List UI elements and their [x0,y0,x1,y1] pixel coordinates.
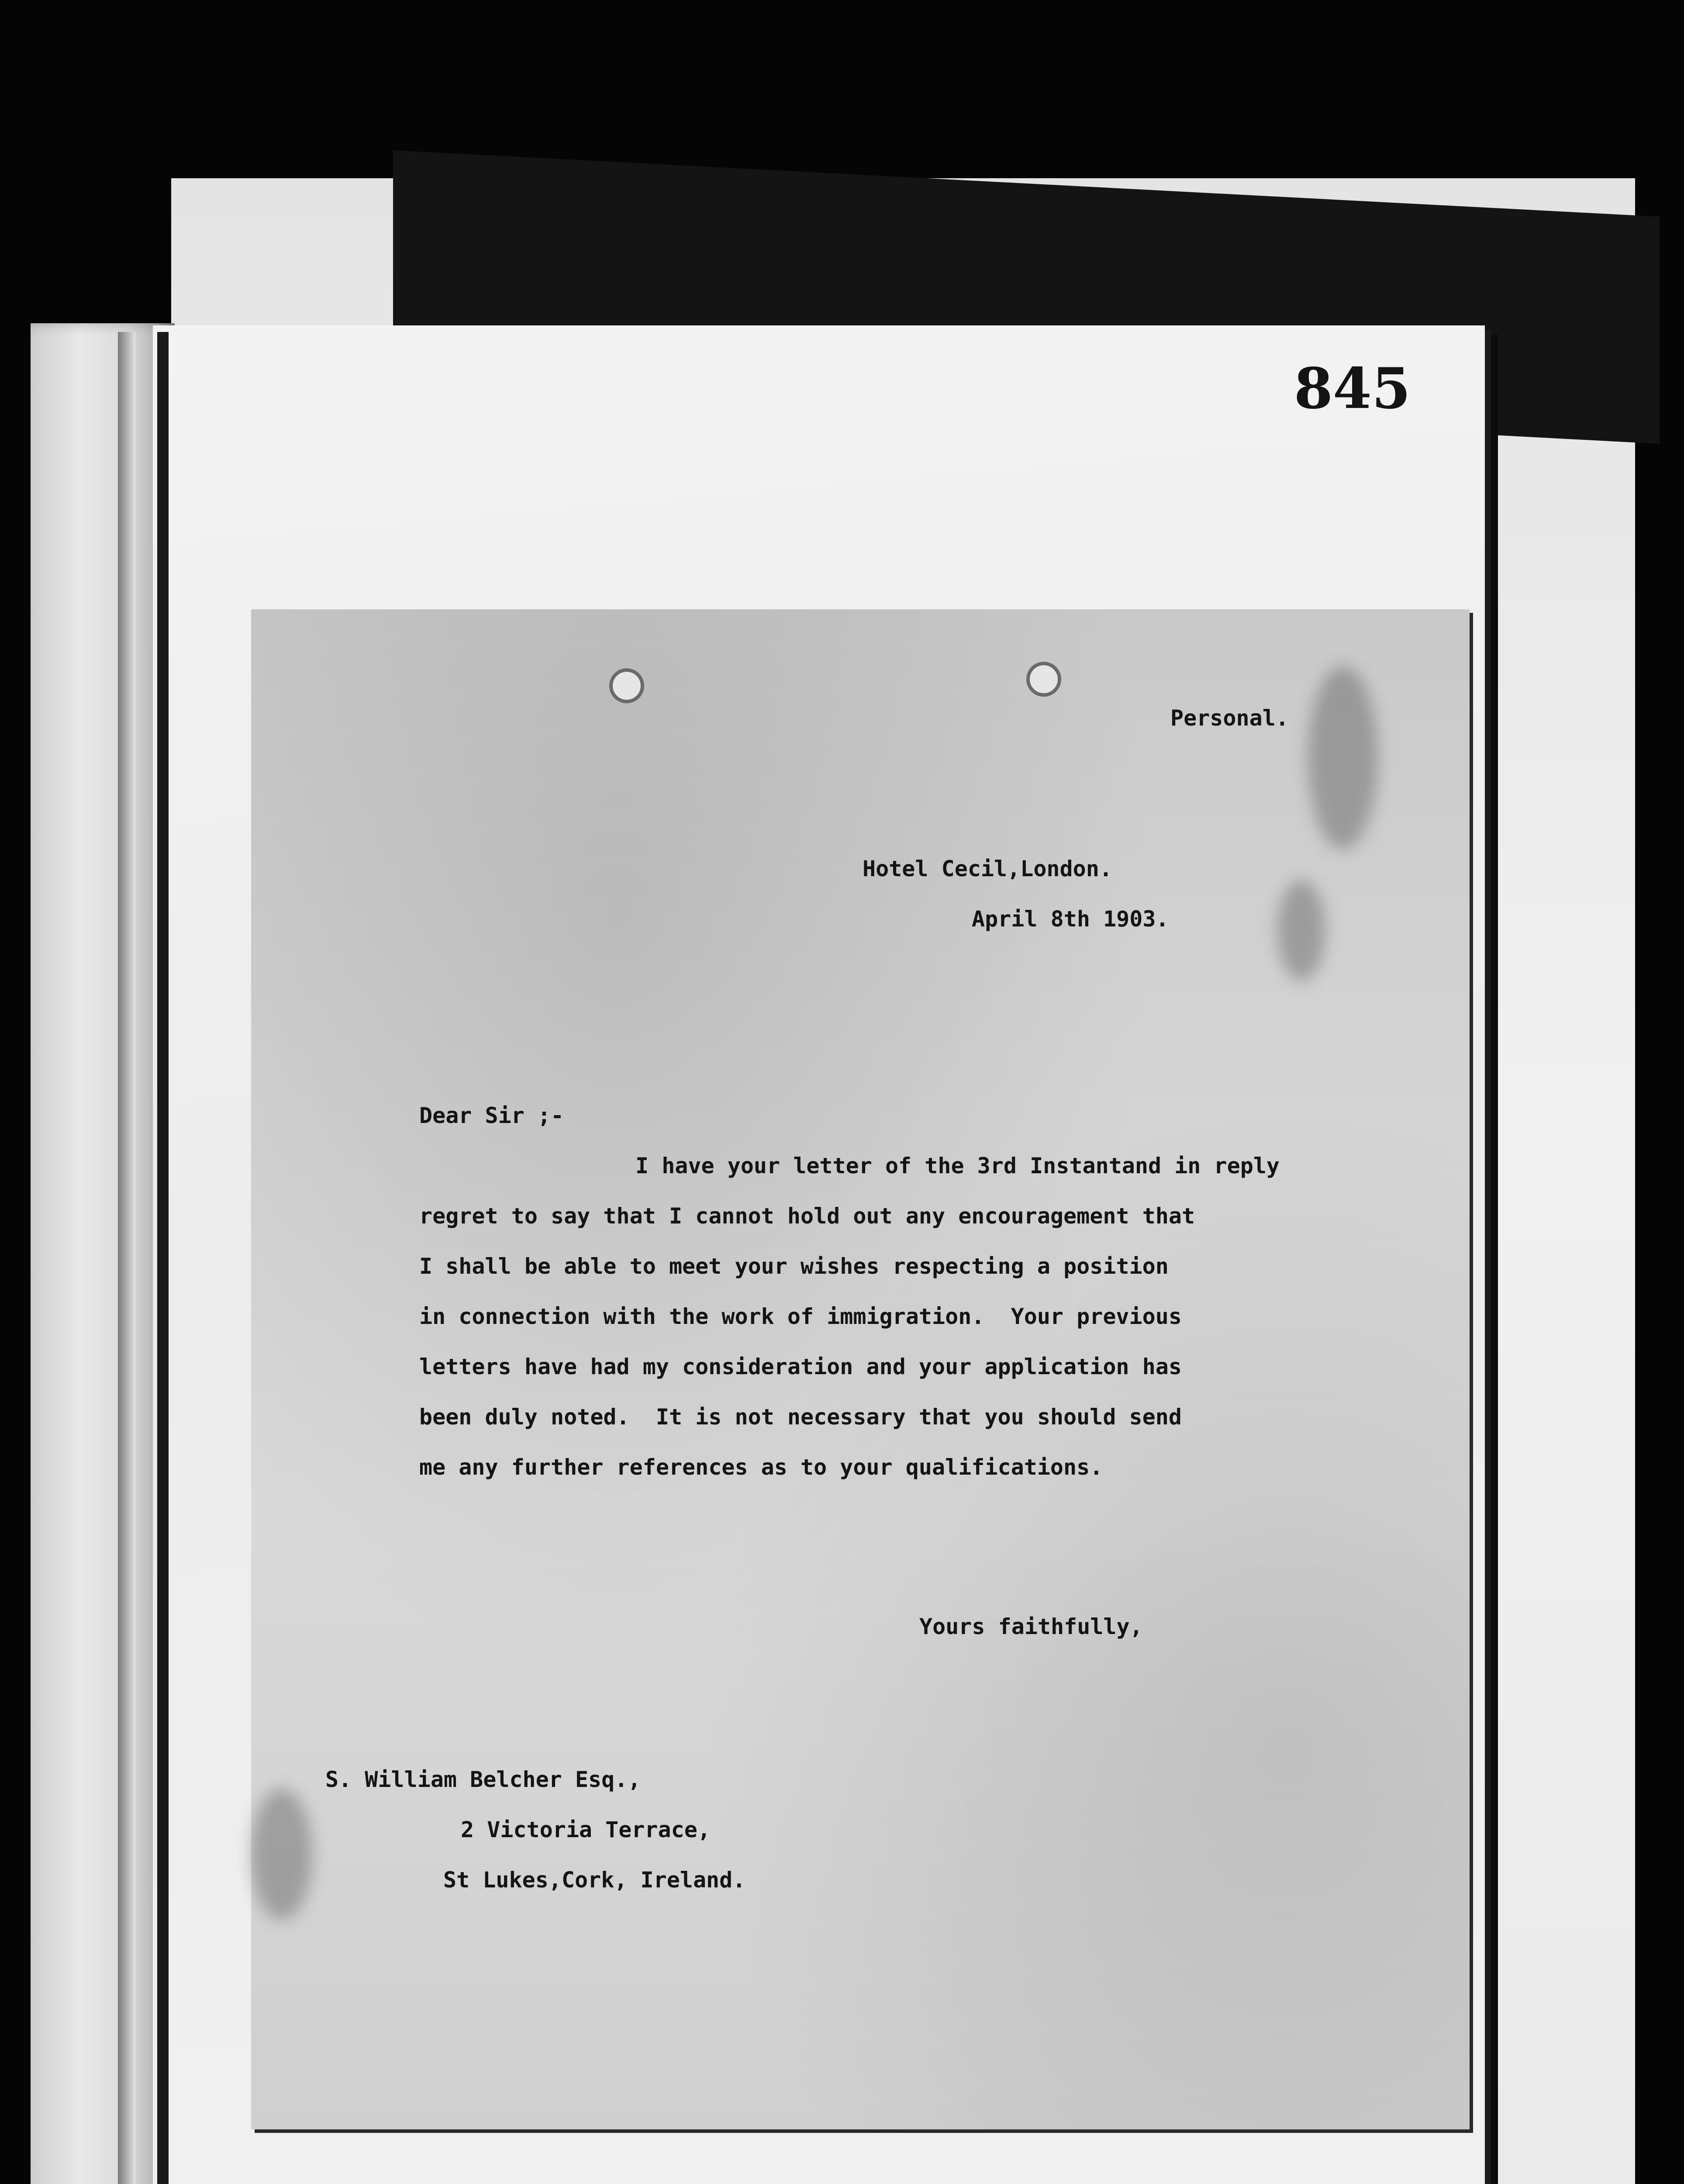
letter-marking: Personal. [1170,705,1289,731]
letter-body-line: I have your letter of the 3rd Instantand in reply [635,1153,1280,1178]
letter-body-line: been duly noted. It is not necessary that you should send [419,1404,1182,1430]
left-strip-shadow [118,332,135,2184]
stain-mark [1308,666,1378,850]
letter-salutation: Dear Sir ;- [419,1103,564,1128]
letter-body-line: I shall be able to meet your wishes respecting a position [419,1254,1169,1279]
letter-address: Hotel Cecil,London. [863,856,1112,881]
letter-body-line: in connection with the work of immigration. Your previous [419,1304,1182,1329]
stain-mark [251,1789,312,1920]
recipient-street: 2 Victoria Terrace, [461,1817,711,1842]
punch-hole-right [1026,662,1061,697]
recipient-name: S. William Belcher Esq., [325,1767,641,1792]
letter-body-line: regret to say that I cannot hold out any encouragement that [419,1203,1195,1229]
letter-date: April 8th 1903. [972,906,1169,932]
letter-closing: Yours faithfully, [919,1614,1143,1639]
punch-hole-left [609,668,644,703]
page-number: 845 [1294,356,1411,422]
letter-body-line: me any further references as to your qualifications. [419,1455,1103,1480]
folder-edge [157,332,169,2184]
stain-mark [1277,880,1325,981]
recipient-city: St Lukes,Cork, Ireland. [443,1867,746,1893]
letter-body-line: letters have had my consideration and your application has [419,1354,1182,1379]
typed-letter [251,609,1470,2129]
